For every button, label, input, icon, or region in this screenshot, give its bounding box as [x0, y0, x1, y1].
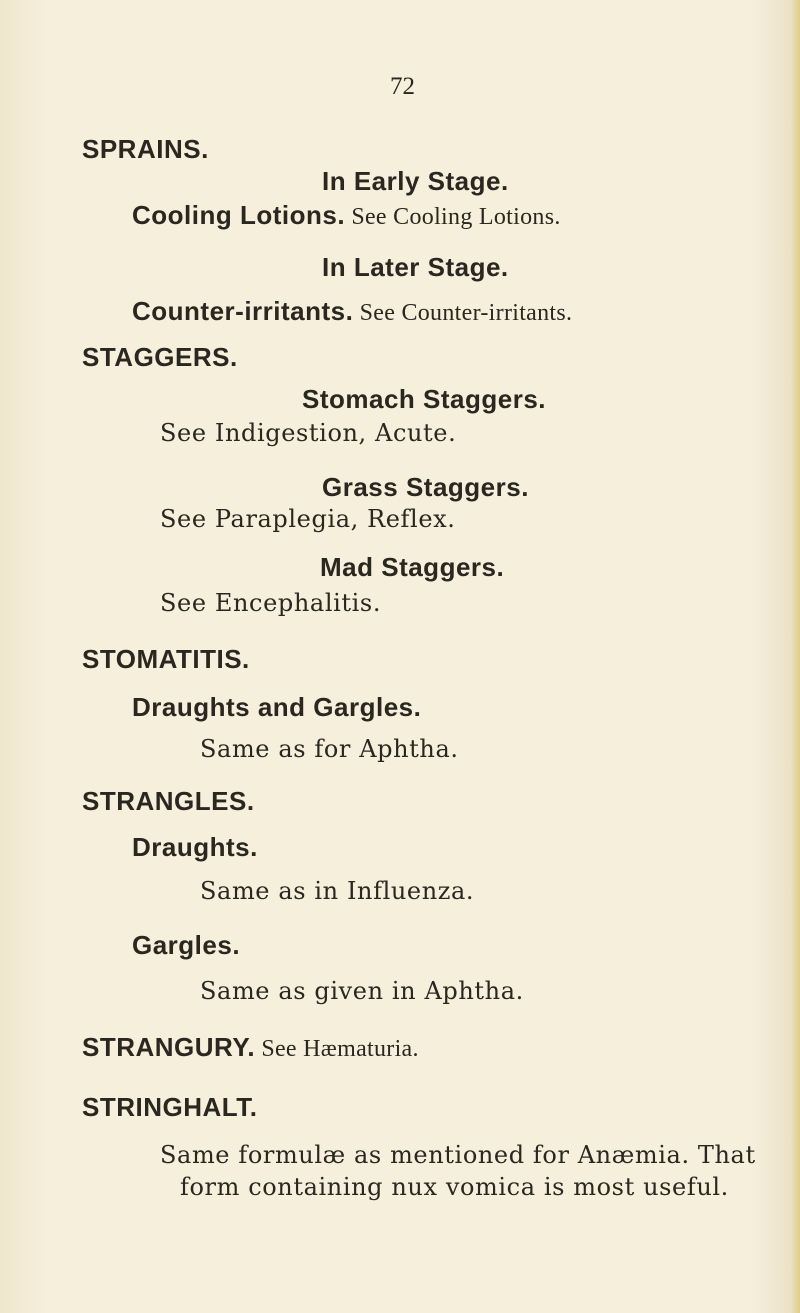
ref-haematuria: See Hæmaturia.: [261, 1036, 419, 1062]
ref-counter-irritants: See Counter-irritants.: [359, 300, 573, 326]
section-heading-sprains: SPRAINS.: [82, 134, 209, 164]
ref-same-as-given-in-aphtha: Same as given in Aphtha.: [200, 977, 524, 1005]
subheading-draughts: Draughts.: [132, 832, 258, 862]
subheading-later-stage: In Later Stage.: [322, 252, 509, 282]
term-cooling-lotions: Cooling Lotions.: [132, 200, 346, 230]
page-number: 72: [390, 73, 415, 100]
subheading-draughts-and-gargles: Draughts and Gargles.: [132, 692, 422, 722]
subheading-early-stage: In Early Stage.: [322, 166, 509, 196]
section-heading-stringhalt: STRINGHALT.: [82, 1092, 258, 1122]
entry-strangury: [82, 1032, 419, 1064]
ref-cooling-lotions: See Cooling Lotions.: [351, 204, 561, 230]
subheading-grass-staggers: Grass Staggers.: [322, 472, 529, 502]
entry-cooling-lotions: [132, 200, 561, 232]
entry-counter-irritants: [132, 296, 572, 328]
subheading-stomach-staggers: Stomach Staggers.: [302, 384, 547, 414]
ref-same-as-influenza: Same as in Influenza.: [200, 877, 475, 905]
stringhalt-text-line-1: Same formulæ as mentioned for Anæmia. That: [160, 1141, 756, 1169]
ref-indigestion-acute: See Indigestion, Acute.: [160, 419, 457, 447]
section-heading-stomatitis: STOMATITIS.: [82, 644, 250, 674]
term-counter-irritants: Counter-irritants.: [132, 296, 354, 326]
ref-same-as-aphtha: Same as for Aphtha.: [200, 735, 459, 763]
ref-paraplegia-reflex: See Paraplegia, Reflex.: [160, 505, 456, 533]
page-edge-shadow: [790, 0, 800, 1313]
ref-encephalitis: See Encephalitis.: [160, 589, 382, 617]
subheading-gargles: Gargles.: [132, 930, 241, 960]
subheading-mad-staggers: Mad Staggers.: [320, 552, 505, 582]
section-heading-strangles: STRANGLES.: [82, 786, 255, 816]
section-heading-strangury: STRANGURY.: [82, 1032, 256, 1062]
section-heading-staggers: STAGGERS.: [82, 342, 238, 372]
stringhalt-text-line-2: form containing nux vomica is most useful.: [180, 1173, 729, 1201]
